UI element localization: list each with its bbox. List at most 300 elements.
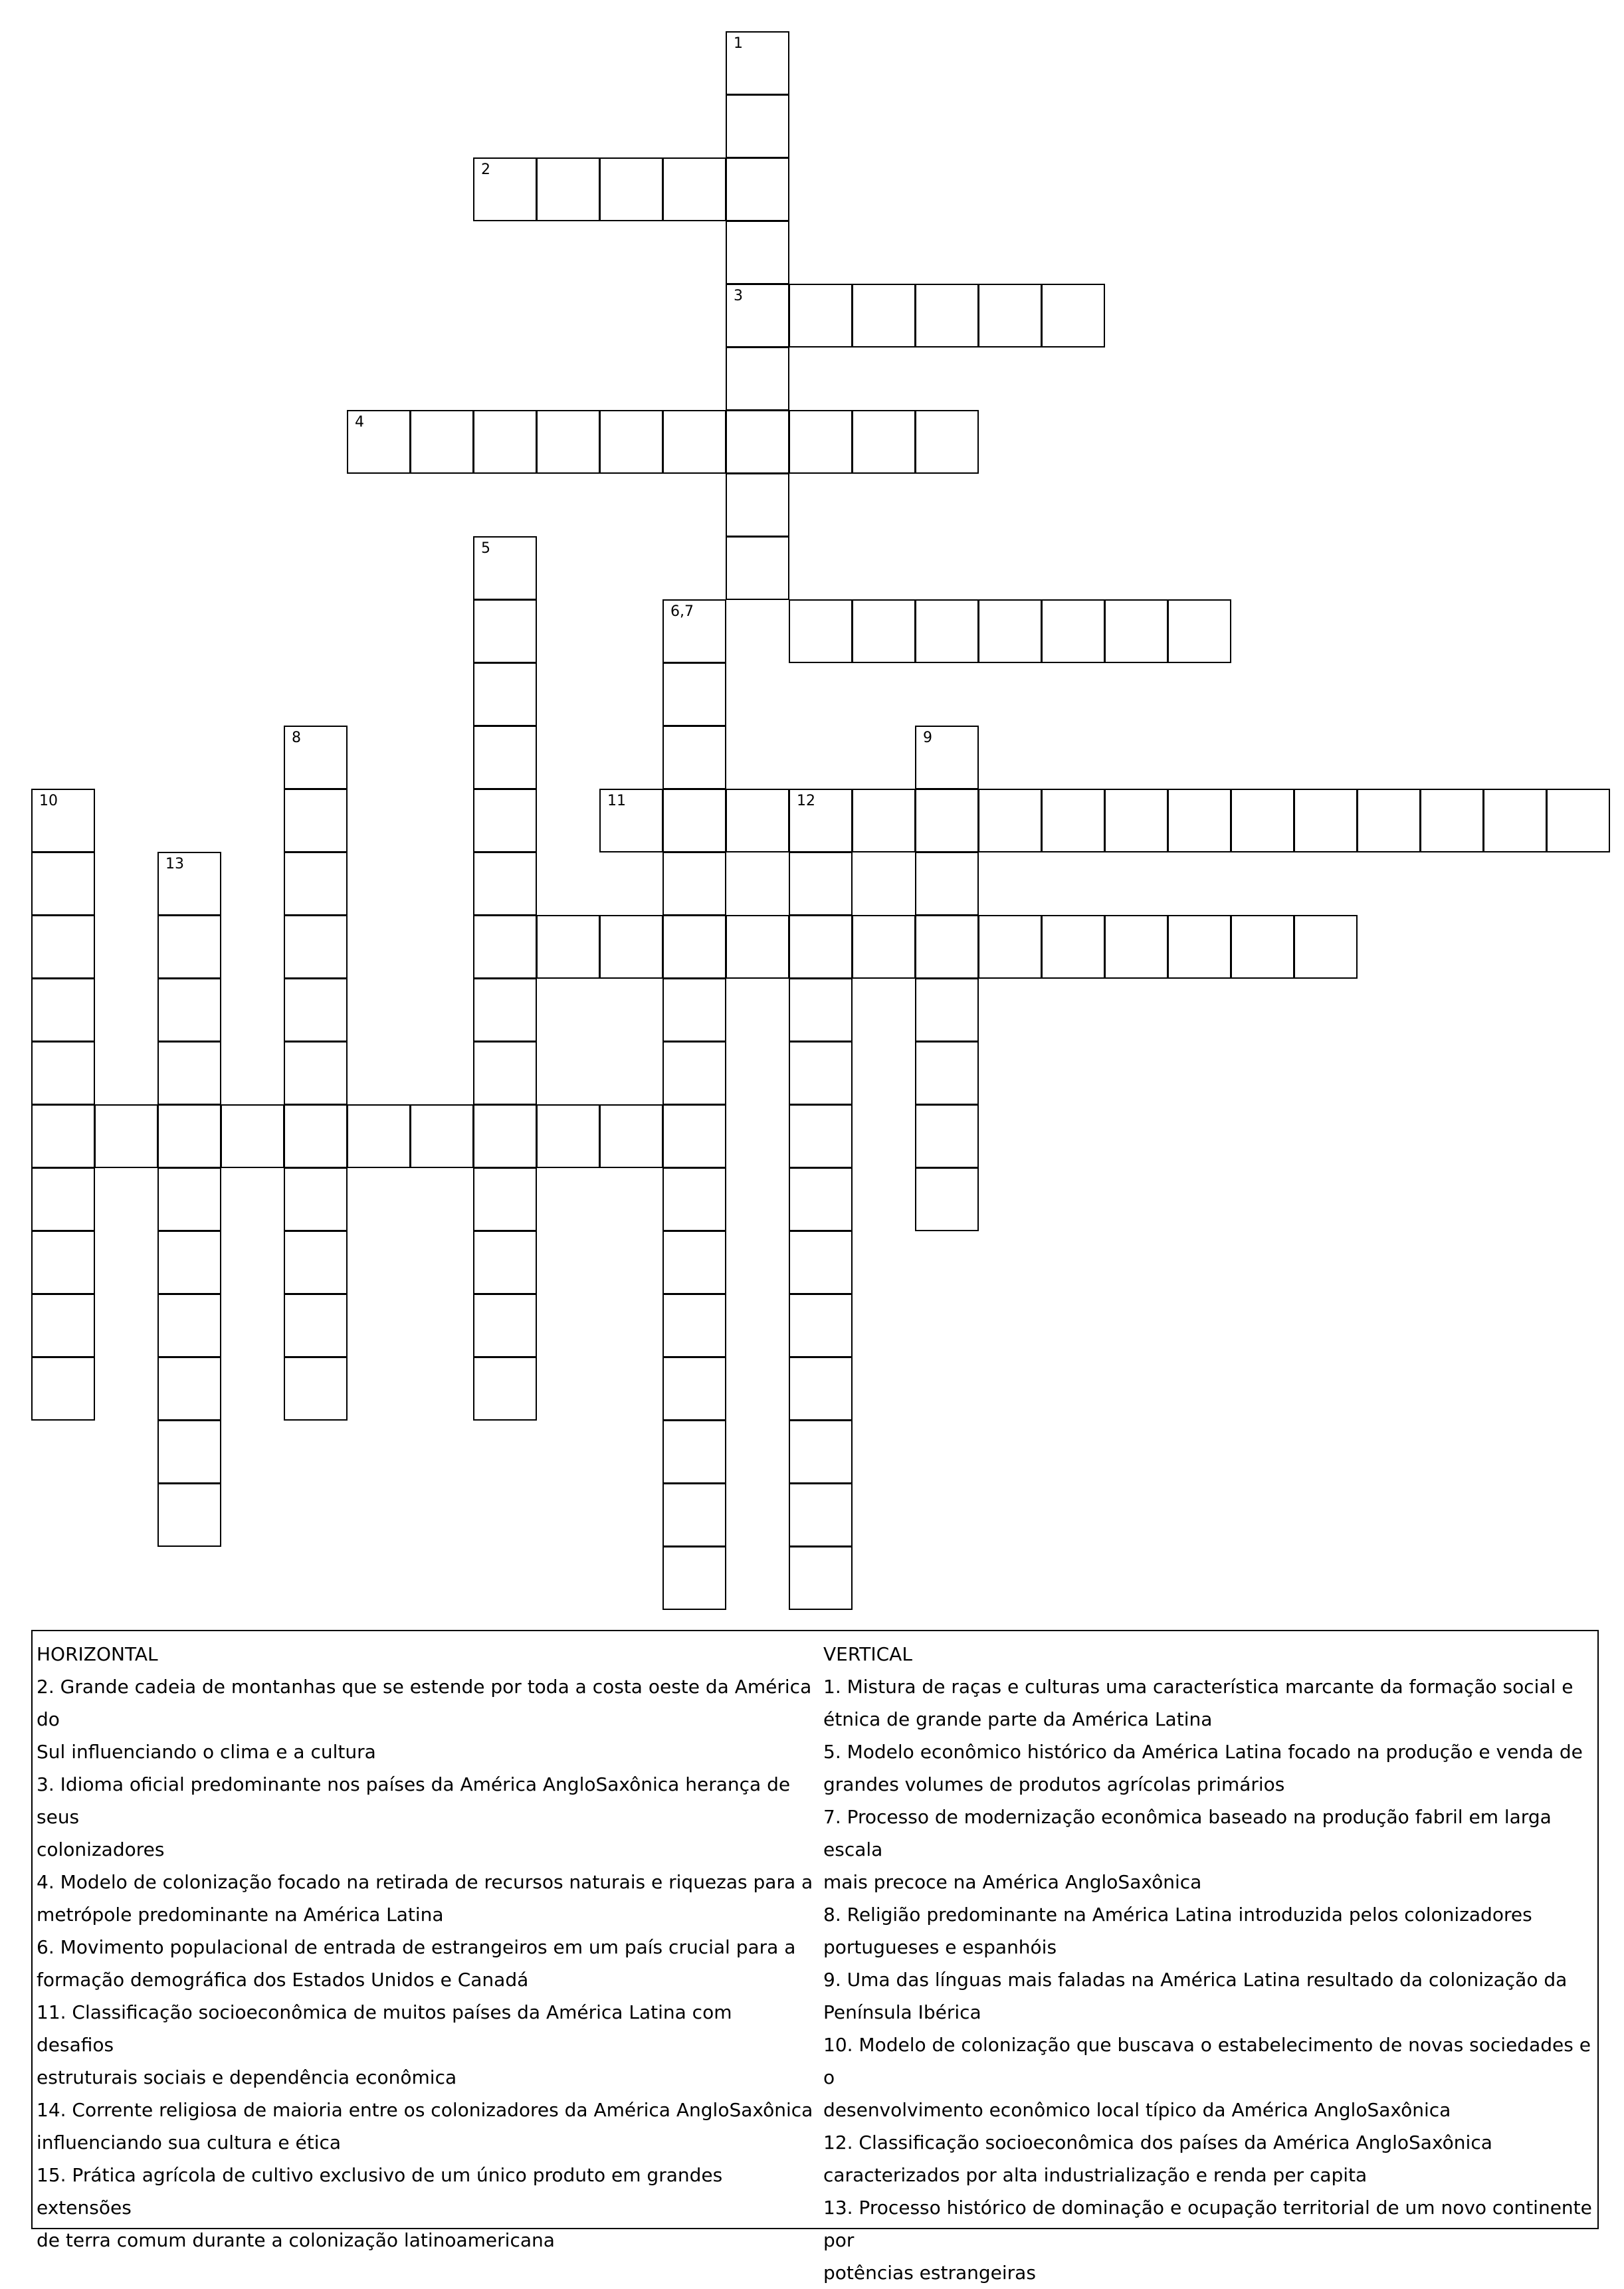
grid-cell[interactable] (662, 157, 726, 221)
grid-cell[interactable] (473, 410, 537, 474)
letter-input[interactable] (538, 916, 599, 977)
letter-input[interactable] (727, 96, 788, 157)
grid-cell[interactable] (915, 410, 979, 474)
letter-input[interactable] (474, 727, 536, 788)
grid-cell[interactable] (410, 410, 474, 474)
letter-input[interactable] (790, 1043, 851, 1104)
grid-cell[interactable] (284, 978, 348, 1042)
letter-input[interactable] (159, 1169, 220, 1230)
letter-input[interactable] (474, 601, 536, 662)
letter-input[interactable] (1421, 790, 1482, 851)
letter-input[interactable] (474, 916, 536, 977)
letter-input[interactable] (33, 1106, 94, 1167)
letter-input[interactable] (979, 601, 1041, 662)
letter-input[interactable] (1106, 601, 1167, 662)
letter-input[interactable] (790, 1295, 851, 1356)
letter-input[interactable] (1106, 916, 1167, 977)
letter-input[interactable] (411, 411, 472, 472)
letter-input[interactable] (790, 916, 851, 977)
grid-cell[interactable] (789, 410, 853, 474)
letter-input[interactable] (664, 1043, 725, 1104)
letter-input[interactable] (285, 727, 346, 788)
letter-input[interactable] (285, 1169, 346, 1230)
grid-cell[interactable] (978, 789, 1042, 852)
letter-input[interactable] (538, 411, 599, 472)
grid-cell[interactable] (915, 852, 979, 916)
letter-input[interactable] (33, 1358, 94, 1419)
grid-cell[interactable] (662, 1041, 726, 1105)
letter-input[interactable] (727, 285, 788, 346)
grid-cell[interactable] (473, 1167, 537, 1231)
letter-input[interactable] (474, 1358, 536, 1419)
letter-input[interactable] (1232, 790, 1293, 851)
letter-input[interactable] (1548, 790, 1609, 851)
letter-input[interactable] (979, 790, 1041, 851)
letter-input[interactable] (348, 1106, 409, 1167)
clue-line: estruturais sociais e dependência econômica (37, 2066, 457, 2088)
grid-cell[interactable] (726, 915, 789, 979)
letter-input[interactable] (916, 853, 977, 914)
grid-cell[interactable] (915, 1104, 979, 1168)
grid-cell[interactable] (789, 1546, 853, 1610)
letter-input[interactable] (664, 979, 725, 1041)
letter-input[interactable] (1169, 601, 1230, 662)
grid-cell[interactable] (726, 536, 789, 600)
grid-cell[interactable] (789, 915, 853, 979)
grid-cell[interactable] (157, 852, 221, 916)
grid-cell[interactable] (1167, 915, 1231, 979)
grid-cell[interactable] (157, 1167, 221, 1231)
grid-cell[interactable] (789, 1483, 853, 1547)
grid-cell[interactable] (284, 1231, 348, 1294)
letter-input[interactable] (790, 1421, 851, 1482)
grid-cell[interactable] (662, 1357, 726, 1421)
clue-line: caracterizados por alta industrialização e renda per capita (823, 2164, 1368, 2186)
letter-input[interactable] (474, 411, 536, 472)
grid-cell[interactable] (473, 157, 537, 221)
letter-input[interactable] (664, 1295, 725, 1356)
letter-input[interactable] (1043, 601, 1104, 662)
letter-input[interactable] (790, 853, 851, 914)
letter-input[interactable] (474, 1232, 536, 1293)
grid-cell[interactable] (789, 1167, 853, 1231)
letter-input[interactable] (664, 1421, 725, 1482)
letter-input[interactable] (159, 1295, 220, 1356)
letter-input[interactable] (916, 411, 977, 472)
letter-input[interactable] (33, 1169, 94, 1230)
letter-input[interactable] (159, 1421, 220, 1482)
letter-input[interactable] (790, 1169, 851, 1230)
letter-input[interactable] (1043, 285, 1104, 346)
grid-cell[interactable] (473, 1104, 537, 1168)
letter-input[interactable] (664, 1547, 725, 1609)
letter-input[interactable] (33, 790, 94, 851)
letter-input[interactable] (727, 916, 788, 977)
letter-input[interactable] (790, 1484, 851, 1545)
grid-cell[interactable] (726, 473, 789, 537)
grid-cell[interactable] (1041, 915, 1105, 979)
grid-cell[interactable] (662, 726, 726, 789)
letter-input[interactable] (979, 916, 1041, 977)
grid-cell[interactable] (284, 789, 348, 852)
letter-input[interactable] (664, 727, 725, 788)
letter-input[interactable] (1295, 790, 1356, 851)
letter-input[interactable] (979, 285, 1041, 346)
grid-cell[interactable] (789, 1357, 853, 1421)
letter-input[interactable] (727, 33, 788, 94)
grid-cell[interactable] (94, 1104, 158, 1168)
grid-cell[interactable] (221, 1104, 284, 1168)
letter-input[interactable] (96, 1106, 157, 1167)
grid-cell[interactable] (473, 536, 537, 600)
grid-cell[interactable] (284, 1104, 348, 1168)
grid-cell[interactable] (726, 410, 789, 474)
grid-cell[interactable] (789, 978, 853, 1042)
grid-cell[interactable] (284, 1041, 348, 1105)
clue-number: 5 (481, 540, 490, 557)
letter-input[interactable] (411, 1106, 472, 1167)
letter-input[interactable] (790, 1358, 851, 1419)
letter-input[interactable] (916, 1106, 977, 1167)
grid-cell[interactable] (789, 1041, 853, 1105)
grid-cell[interactable] (1357, 789, 1421, 852)
grid-cell[interactable] (410, 1104, 474, 1168)
grid-cell[interactable] (978, 915, 1042, 979)
letter-input[interactable] (790, 790, 851, 851)
grid-cell[interactable] (1167, 599, 1231, 663)
grid-cell[interactable] (599, 410, 663, 474)
grid-cell[interactable] (157, 1104, 221, 1168)
letter-input[interactable] (664, 1484, 725, 1545)
grid-cell[interactable] (157, 1483, 221, 1547)
grid-cell[interactable] (31, 789, 95, 852)
grid-cell[interactable] (31, 1167, 95, 1231)
grid-cell[interactable] (31, 1041, 95, 1105)
letter-input[interactable] (664, 159, 725, 220)
grid-cell[interactable] (662, 662, 726, 726)
grid-cell[interactable] (852, 599, 916, 663)
letter-input[interactable] (664, 1232, 725, 1293)
grid-cell[interactable] (157, 978, 221, 1042)
letter-input[interactable] (727, 411, 788, 472)
letter-input[interactable] (285, 853, 346, 914)
letter-input[interactable] (727, 348, 788, 409)
grid-cell[interactable] (1294, 789, 1358, 852)
grid-cell[interactable] (536, 410, 600, 474)
grid-cell[interactable] (157, 1294, 221, 1357)
grid-cell[interactable] (284, 1294, 348, 1357)
letter-input[interactable] (33, 1295, 94, 1356)
grid-cell[interactable] (31, 1231, 95, 1294)
grid-cell[interactable] (1041, 789, 1105, 852)
grid-cell[interactable] (1294, 915, 1358, 979)
letter-input[interactable] (33, 916, 94, 977)
grid-cell[interactable] (789, 1420, 853, 1484)
letter-input[interactable] (538, 159, 599, 220)
grid-cell[interactable] (662, 1546, 726, 1610)
grid-cell[interactable] (473, 978, 537, 1042)
grid-cell[interactable] (31, 978, 95, 1042)
letter-input[interactable] (33, 1232, 94, 1293)
grid-cell[interactable] (915, 1167, 979, 1231)
letter-input[interactable] (285, 1358, 346, 1419)
letter-input[interactable] (1232, 916, 1293, 977)
grid-cell[interactable] (662, 1294, 726, 1357)
grid-cell[interactable] (1231, 915, 1294, 979)
grid-cell[interactable] (789, 789, 853, 852)
grid-cell[interactable] (726, 789, 789, 852)
letter-input[interactable] (474, 1043, 536, 1104)
grid-cell[interactable] (726, 31, 789, 95)
letter-input[interactable] (1043, 790, 1104, 851)
letter-input[interactable] (601, 790, 662, 851)
letter-input[interactable] (33, 1043, 94, 1104)
grid-cell[interactable] (662, 599, 726, 663)
letter-input[interactable] (790, 1106, 851, 1167)
grid-cell[interactable] (1041, 599, 1105, 663)
letter-input[interactable] (474, 979, 536, 1041)
letter-input[interactable] (664, 790, 725, 851)
letter-input[interactable] (664, 853, 725, 914)
grid-cell[interactable] (789, 1104, 853, 1168)
grid-cell[interactable] (662, 1231, 726, 1294)
grid-cell[interactable] (473, 726, 537, 789)
grid-cell[interactable] (852, 410, 916, 474)
grid-cell[interactable] (915, 1041, 979, 1105)
grid-cell[interactable] (1104, 599, 1168, 663)
grid-cell[interactable] (915, 726, 979, 789)
letter-input[interactable] (916, 1043, 977, 1104)
grid-cell[interactable] (599, 915, 663, 979)
grid-cell[interactable] (915, 599, 979, 663)
grid-cell[interactable] (789, 852, 853, 916)
grid-cell[interactable] (157, 1231, 221, 1294)
letter-input[interactable] (285, 1232, 346, 1293)
letter-input[interactable] (853, 285, 914, 346)
grid-cell[interactable] (726, 157, 789, 221)
letter-input[interactable] (159, 1232, 220, 1293)
letter-input[interactable] (474, 1106, 536, 1167)
grid-cell[interactable] (662, 1483, 726, 1547)
grid-cell[interactable] (31, 852, 95, 916)
grid-cell[interactable] (599, 789, 663, 852)
grid-cell[interactable] (789, 284, 853, 348)
letter-input[interactable] (916, 790, 977, 851)
grid-cell[interactable] (473, 852, 537, 916)
grid-cell[interactable] (726, 94, 789, 158)
letter-input[interactable] (727, 790, 788, 851)
grid-cell[interactable] (662, 1104, 726, 1168)
grid-cell[interactable] (915, 789, 979, 852)
grid-cell[interactable] (473, 599, 537, 663)
letter-input[interactable] (1106, 790, 1167, 851)
letter-input[interactable] (664, 916, 725, 977)
letter-input[interactable] (916, 727, 977, 788)
grid-cell[interactable] (726, 347, 789, 411)
letter-input[interactable] (790, 979, 851, 1041)
grid-cell[interactable] (473, 1357, 537, 1421)
letter-input[interactable] (159, 979, 220, 1041)
letter-input[interactable] (664, 1169, 725, 1230)
letter-input[interactable] (916, 285, 977, 346)
letter-input[interactable] (538, 1106, 599, 1167)
grid-cell[interactable] (284, 915, 348, 979)
letter-input[interactable] (159, 1106, 220, 1167)
grid-cell[interactable] (1104, 915, 1168, 979)
letter-input[interactable] (853, 411, 914, 472)
letter-input[interactable] (285, 1043, 346, 1104)
grid-cell[interactable] (662, 978, 726, 1042)
letter-input[interactable] (601, 411, 662, 472)
grid-cell[interactable] (1483, 789, 1547, 852)
grid-cell[interactable] (1167, 789, 1231, 852)
letter-input[interactable] (1484, 790, 1546, 851)
letter-input[interactable] (285, 979, 346, 1041)
grid-cell[interactable] (284, 1357, 348, 1421)
letter-input[interactable] (916, 601, 977, 662)
letter-input[interactable] (474, 1295, 536, 1356)
letter-input[interactable] (601, 1106, 662, 1167)
grid-cell[interactable] (852, 789, 916, 852)
grid-cell[interactable] (347, 410, 411, 474)
grid-cell[interactable] (978, 599, 1042, 663)
grid-cell[interactable] (726, 221, 789, 284)
letter-input[interactable] (790, 411, 851, 472)
grid-cell[interactable] (662, 915, 726, 979)
letter-input[interactable] (1295, 916, 1356, 977)
letter-input[interactable] (159, 1043, 220, 1104)
letter-input[interactable] (33, 979, 94, 1041)
grid-cell[interactable] (1104, 789, 1168, 852)
letter-input[interactable] (474, 538, 536, 599)
grid-cell[interactable] (473, 789, 537, 852)
letter-input[interactable] (853, 916, 914, 977)
letter-input[interactable] (159, 1358, 220, 1419)
grid-cell[interactable] (978, 284, 1042, 348)
grid-cell[interactable] (473, 915, 537, 979)
grid-cell[interactable] (915, 284, 979, 348)
grid-cell[interactable] (473, 662, 537, 726)
grid-cell[interactable] (789, 1231, 853, 1294)
letter-input[interactable] (664, 601, 725, 662)
clue-line: 15. Prática agrícola de cultivo exclusivo de um único produto em grandes extensões (37, 2164, 723, 2219)
grid-cell[interactable] (599, 157, 663, 221)
clue-line: 7. Processo de modernização econômica baseado na produção fabril em larga escala (823, 1806, 1552, 1860)
grid-cell[interactable] (789, 599, 853, 663)
letter-input[interactable] (664, 411, 725, 472)
letter-input[interactable] (285, 790, 346, 851)
grid-cell[interactable] (915, 978, 979, 1042)
letter-input[interactable] (916, 979, 977, 1041)
grid-cell[interactable] (284, 852, 348, 916)
grid-cell[interactable] (157, 915, 221, 979)
letter-input[interactable] (348, 411, 409, 472)
grid-cell[interactable] (157, 1420, 221, 1484)
letter-input[interactable] (916, 1169, 977, 1230)
clue-line: grandes volumes de produtos agrícolas primários (823, 1773, 1285, 1795)
letter-input[interactable] (727, 538, 788, 599)
grid-cell[interactable] (31, 1357, 95, 1421)
grid-cell[interactable] (1546, 789, 1610, 852)
grid-cell[interactable] (852, 915, 916, 979)
grid-cell[interactable] (536, 915, 600, 979)
grid-cell[interactable] (599, 1104, 663, 1168)
grid-cell[interactable] (662, 410, 726, 474)
grid-cell[interactable] (347, 1104, 411, 1168)
letter-input[interactable] (222, 1106, 283, 1167)
grid-cell[interactable] (31, 1294, 95, 1357)
grid-cell[interactable] (284, 726, 348, 789)
grid-cell[interactable] (726, 284, 789, 348)
grid-cell[interactable] (662, 1167, 726, 1231)
letter-input[interactable] (790, 601, 851, 662)
letter-input[interactable] (285, 1295, 346, 1356)
grid-cell[interactable] (157, 1041, 221, 1105)
grid-cell[interactable] (31, 915, 95, 979)
letter-input[interactable] (474, 664, 536, 725)
letter-input[interactable] (790, 285, 851, 346)
letter-input[interactable] (159, 916, 220, 977)
letter-input[interactable] (601, 916, 662, 977)
letter-input[interactable] (1358, 790, 1419, 851)
letter-input[interactable] (601, 159, 662, 220)
clue-line: 13. Processo histórico de dominação e ocupação territorial de um novo continente por (823, 2197, 1592, 2251)
letter-input[interactable] (474, 790, 536, 851)
letter-input[interactable] (159, 1484, 220, 1545)
letter-input[interactable] (916, 916, 977, 977)
letter-input[interactable] (664, 1358, 725, 1419)
letter-input[interactable] (474, 853, 536, 914)
letter-input[interactable] (285, 1106, 346, 1167)
grid-cell[interactable] (473, 1294, 537, 1357)
grid-cell[interactable] (915, 915, 979, 979)
letter-input[interactable] (664, 1106, 725, 1167)
grid-cell[interactable] (1420, 789, 1484, 852)
letter-input[interactable] (1169, 916, 1230, 977)
grid-cell[interactable] (157, 1357, 221, 1421)
clue-line: 6. Movimento populacional de entrada de estrangeiros em um país crucial para a (37, 1936, 796, 1958)
letter-input[interactable] (285, 916, 346, 977)
letter-input[interactable] (853, 601, 914, 662)
grid-cell[interactable] (662, 852, 726, 916)
letter-input[interactable] (1169, 790, 1230, 851)
letter-input[interactable] (664, 664, 725, 725)
letter-input[interactable] (159, 853, 220, 914)
letter-input[interactable] (727, 474, 788, 536)
grid-cell[interactable] (1041, 284, 1105, 348)
letter-input[interactable] (474, 159, 536, 220)
letter-input[interactable] (33, 853, 94, 914)
letter-input[interactable] (1043, 916, 1104, 977)
grid-cell[interactable] (536, 1104, 600, 1168)
letter-input[interactable] (727, 159, 788, 220)
letter-input[interactable] (727, 222, 788, 283)
grid-cell[interactable] (473, 1231, 537, 1294)
letter-input[interactable] (790, 1232, 851, 1293)
letter-input[interactable] (790, 1547, 851, 1609)
grid-cell[interactable] (284, 1167, 348, 1231)
grid-cell[interactable] (662, 789, 726, 852)
grid-cell[interactable] (662, 1420, 726, 1484)
letter-input[interactable] (474, 1169, 536, 1230)
grid-cell[interactable] (31, 1104, 95, 1168)
grid-cell[interactable] (852, 284, 916, 348)
letter-input[interactable] (853, 790, 914, 851)
grid-cell[interactable] (1231, 789, 1294, 852)
grid-cell[interactable] (536, 157, 600, 221)
grid-cell[interactable] (473, 1041, 537, 1105)
grid-cell[interactable] (789, 1294, 853, 1357)
